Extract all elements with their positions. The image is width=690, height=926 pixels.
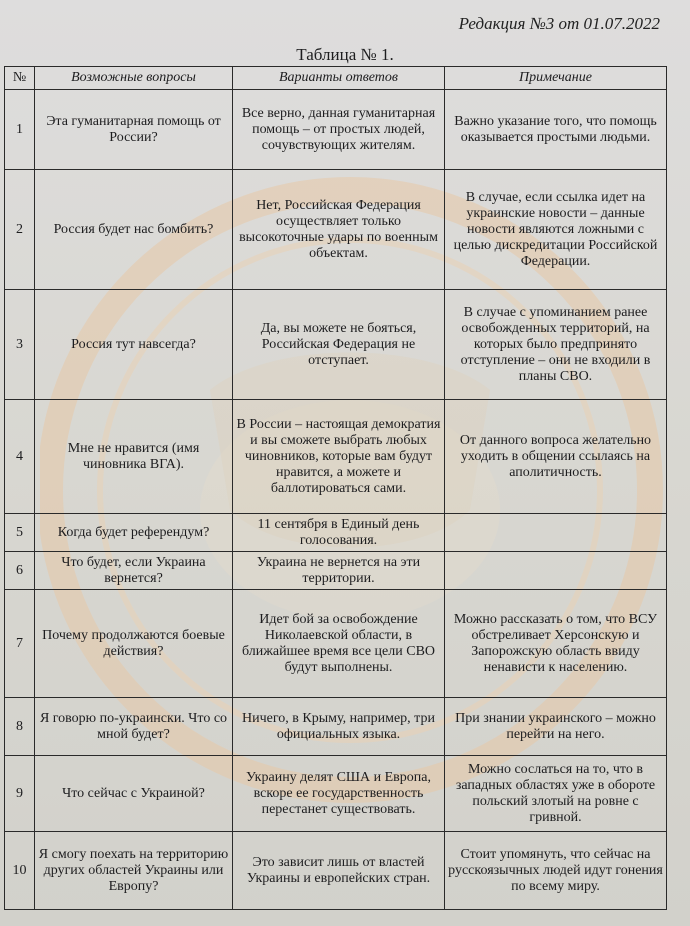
- row-answer: Украина не вернется на эти территории.: [233, 552, 445, 590]
- row-question: Россия будет нас бомбить?: [35, 170, 233, 290]
- row-question: Эта гуманитарная помощь от России?: [35, 90, 233, 170]
- header-answers: Варианты ответов: [233, 67, 445, 90]
- row-answer: Да, вы можете не бояться, Российская Федерация не отступает.: [233, 290, 445, 400]
- row-note: В случае, если ссылка идет на украинские новости – данные новости являются ложными с целью дискредитации Российской Федерации.: [445, 170, 667, 290]
- row-note: [445, 552, 667, 590]
- table-row: [5, 552, 667, 590]
- header-number: №: [5, 67, 35, 90]
- row-question: Что будет, если Украина вернется?: [35, 552, 233, 590]
- table-title: Таблица № 1.: [296, 45, 394, 64]
- row-number: 9: [5, 756, 35, 832]
- row-answer: Это зависит лишь от властей Украины и европейских стран.: [233, 832, 445, 910]
- row-note: [445, 514, 667, 552]
- row-number: 5: [5, 514, 35, 552]
- table-row: [5, 400, 667, 514]
- row-number: 7: [5, 590, 35, 698]
- row-number: 1: [5, 90, 35, 170]
- row-answer: Нет, Российская Федерация осуществляет только высокоточные удары по военным объектам.: [233, 170, 445, 290]
- row-number: 6: [5, 552, 35, 590]
- row-note: Можно рассказать о том, что ВСУ обстреливает Херсонскую и Запорожскую область ввиду ненависти к населению.: [445, 590, 667, 698]
- row-answer: Ничего, в Крыму, например, три официальных языка.: [233, 698, 445, 756]
- row-note: Стоит упомянуть, что сейчас на русскоязычных людей идут гонения по всему миру.: [445, 832, 667, 910]
- table-row: [5, 698, 667, 756]
- row-number: 2: [5, 170, 35, 290]
- table-row: [5, 290, 667, 400]
- row-question: Почему продолжаются боевые действия?: [35, 590, 233, 698]
- table-row: [5, 90, 667, 170]
- edition-label: Редакция №3 от 01.07.2022: [458, 14, 660, 33]
- row-number: 3: [5, 290, 35, 400]
- table-header-row: [5, 67, 667, 90]
- row-number: 4: [5, 400, 35, 514]
- row-note: В случае с упоминанием ранее освобожденных территорий, на которых было предпринято отступление – они не входили в планы СВО.: [445, 290, 667, 400]
- qa-table: [4, 66, 667, 910]
- row-question: Что сейчас с Украиной?: [35, 756, 233, 832]
- table-row: [5, 514, 667, 552]
- row-answer: Все верно, данная гуманитарная помощь – от простых людей, сочувствующих жителям.: [233, 90, 445, 170]
- row-answer: 11 сентября в Единый день голосования.: [233, 514, 445, 552]
- row-number: 8: [5, 698, 35, 756]
- header-notes: Примечание: [445, 67, 667, 90]
- row-answer: В России – настоящая демократия и вы сможете выбрать любых чиновников, которые вам будут нравится, а можете и баллотироваться сами.: [233, 400, 445, 514]
- row-question: Когда будет референдум?: [35, 514, 233, 552]
- header-questions: Возможные вопросы: [35, 67, 233, 90]
- row-question: Я смогу поехать на территорию других областей Украины или Европу?: [35, 832, 233, 910]
- row-note: От данного вопроса желательно уходить в общении ссылаясь на аполитичность.: [445, 400, 667, 514]
- table-row: [5, 756, 667, 832]
- row-answer: Украину делят США и Европа, вскоре ее государственность перестанет существовать.: [233, 756, 445, 832]
- table-row: [5, 832, 667, 910]
- table-row: [5, 170, 667, 290]
- row-answer: Идет бой за освобождение Николаевской области, в ближайшее время все цели СВО будут выполнены.: [233, 590, 445, 698]
- row-note: При знании украинского – можно перейти на него.: [445, 698, 667, 756]
- row-question: Мне не нравится (имя чиновника ВГА).: [35, 400, 233, 514]
- row-question: Я говорю по-украински. Что со мной будет?: [35, 698, 233, 756]
- row-note: Важно указание того, что помощь оказывается простыми людьми.: [445, 90, 667, 170]
- table-row: [5, 590, 667, 698]
- row-question: Россия тут навсегда?: [35, 290, 233, 400]
- row-note: Можно сослаться на то, что в западных областях уже в обороте польский злотый на ровне с гривной.: [445, 756, 667, 832]
- row-number: 10: [5, 832, 35, 910]
